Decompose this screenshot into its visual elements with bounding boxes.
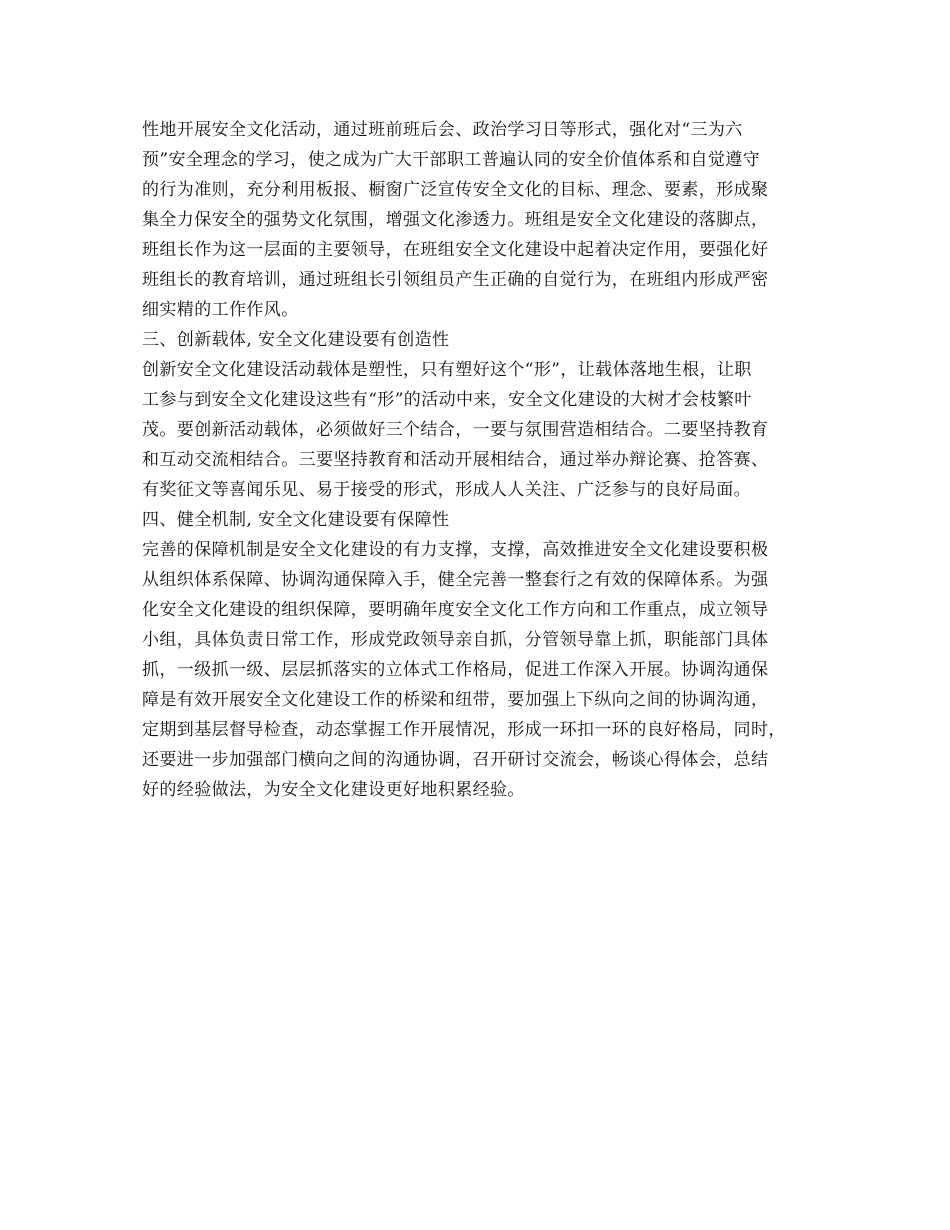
text-line: 性地开展安全文化活动，通过班前班后会、政治学习日等形式，强化对“三为六 [142, 120, 743, 140]
paragraph-1 [142, 115, 832, 325]
text-line: 预”安全理念的学习，使之成为广大干部职工普遍认同的安全价值体系和自觉遵守 [142, 150, 761, 170]
text-line: 抓，一级抓一级、层层抓落实的立体式工作格局，促进工作深入开展。协调沟通保 [142, 660, 769, 680]
text-line: 定期到基层督导检查，动态掌握工作开展情况，形成一环扣一环的良好格局，同时， [142, 720, 786, 740]
section-heading: 四、健全机制, 安全文化建设要有保障性 [142, 510, 450, 530]
text-line: 化安全文化建设的组织保障，要明确年度安全文化工作方向和工作重点，成立领导 [142, 600, 769, 620]
text-line: 有奖征文等喜闻乐见、易于接受的形式，形成人人关注、广泛参与的良好局面。 [142, 480, 751, 500]
text-line: 从组织体系保障、协调沟通保障入手，健全完善一整套行之有效的保障体系。为强 [142, 570, 769, 590]
paragraph-2 [142, 355, 832, 505]
text-line: 细实精的工作作风。 [142, 300, 299, 320]
text-line: 完善的保障机制是安全文化建设的有力支撑，支撑，高效推进安全文化建设要积极 [142, 540, 769, 560]
paragraph-3 [142, 535, 832, 805]
document-body [142, 115, 832, 805]
section-heading-3 [142, 325, 832, 355]
text-line: 班组长作为这一层面的主要领导，在班组安全文化建设中起着决定作用，要强化好 [142, 240, 769, 260]
text-line: 小组，具体负责日常工作，形成党政领导亲自抓，分管领导靠上抓，职能部门具体 [142, 630, 769, 650]
text-line: 集全力保安全的强势文化氛围，增强文化渗透力。班组是安全文化建设的落脚点， [142, 210, 769, 230]
text-line: 障是有效开展安全文化建设工作的桥梁和纽带，要加强上下纵向之间的协调沟通， [142, 690, 769, 710]
text-line: 工参与到安全文化建设这些有“形”的活动中来，安全文化建设的大树才会枝繁叶 [142, 390, 752, 410]
text-line: 的行为准则，充分利用板报、橱窗广泛宣传安全文化的目标、理念、要素，形成聚 [142, 180, 769, 200]
text-line: 还要进一步加强部门横向之间的沟通协调，召开研讨交流会，畅谈心得体会，总结 [142, 750, 769, 770]
text-line: 和互动交流相结合。三要坚持教育和活动开展相结合，通过举办辩论赛、抢答赛、 [142, 450, 769, 470]
section-heading-4 [142, 505, 832, 535]
text-line: 茂。要创新活动载体，必须做好三个结合，一要与氛围营造相结合。二要坚持教育 [142, 420, 769, 440]
section-heading: 三、创新载体, 安全文化建设要有创造性 [142, 330, 450, 350]
text-line: 班组长的教育培训，通过班组长引领组员产生正确的自觉行为，在班组内形成严密 [142, 270, 769, 290]
text-line: 好的经验做法，为安全文化建设更好地积累经验。 [142, 780, 525, 800]
text-line: 创新安全文化建设活动载体是塑性，只有塑好这个“形”，让载体落地生根，让职 [142, 360, 752, 380]
